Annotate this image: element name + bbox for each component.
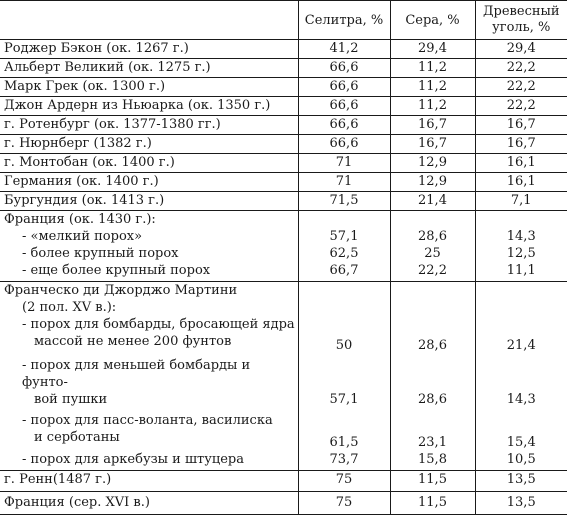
row-saltpeter: 66,6	[298, 59, 390, 78]
row-source: г. Монтобан (ок. 1400 г.)	[0, 154, 298, 173]
table-row	[0, 97, 567, 116]
row-charcoal: 22,2	[475, 78, 567, 97]
row-source-line1: - порох для бомбарды, бросающей ядра	[22, 317, 295, 332]
row-sulfur: 23,1	[390, 408, 475, 451]
row-source: Бургундия (ок. 1413 г.)	[0, 192, 298, 211]
row-source: Германия (ок. 1400 г.)	[0, 173, 298, 192]
row-charcoal: 22,2	[475, 59, 567, 78]
header-charcoal-line2: уголь, %	[492, 20, 551, 35]
row-source: - порох для аркебузы и штуцера	[22, 452, 245, 467]
row-source-line2: вой пушки	[34, 392, 108, 407]
row-charcoal: 29,4	[475, 40, 567, 59]
row-charcoal: 7,1	[475, 192, 567, 211]
row-saltpeter: 66,6	[298, 97, 390, 116]
row-source-line2: массой не менее 200 фунтов	[34, 334, 232, 349]
group-subtitle: (2 пол. XV в.):	[22, 300, 117, 315]
table-row	[0, 228, 567, 245]
row-saltpeter: 71	[298, 154, 390, 173]
row-sulfur: 16,7	[390, 116, 475, 135]
row-saltpeter: 66,6	[298, 116, 390, 135]
row-sulfur: 11,2	[390, 78, 475, 97]
row-saltpeter: 50	[298, 316, 390, 354]
row-source: Джон Ардерн из Ньюарка (ок. 1350 г.)	[0, 97, 298, 116]
row-charcoal: 16,1	[475, 154, 567, 173]
row-sulfur: 12,9	[390, 173, 475, 192]
table-row	[0, 59, 567, 78]
row-sulfur: 11,5	[390, 492, 475, 515]
row-sulfur: 11,5	[390, 471, 475, 492]
group-title-row	[0, 282, 567, 300]
row-saltpeter: 71	[298, 173, 390, 192]
row-charcoal: 15,4	[475, 408, 567, 451]
row-saltpeter: 66,6	[298, 78, 390, 97]
header-charcoal-line1: Древесный	[482, 4, 560, 19]
row-charcoal: 12,5	[475, 245, 567, 262]
table-row	[0, 78, 567, 97]
table-row	[0, 135, 567, 154]
group-title: Франческо ди Джорджо Мартини	[4, 283, 238, 298]
table-row	[0, 40, 567, 59]
group-title-row	[0, 211, 567, 229]
row-sulfur: 11,2	[390, 97, 475, 116]
table-row	[0, 492, 567, 515]
row-source-line1: - порох для пасс-воланта, василиска	[22, 413, 273, 428]
table-header-row	[0, 1, 567, 40]
row-source: - «мелкий порох»	[22, 229, 143, 244]
row-charcoal: 13,5	[475, 492, 567, 515]
row-sulfur: 29,4	[390, 40, 475, 59]
table-row	[0, 354, 567, 408]
row-sulfur: 11,2	[390, 59, 475, 78]
row-saltpeter: 75	[298, 492, 390, 515]
row-source: г. Ренн(1487 г.)	[0, 471, 298, 492]
table-row	[0, 408, 567, 451]
table-row	[0, 316, 567, 354]
row-saltpeter: 73,7	[298, 451, 390, 471]
row-saltpeter: 75	[298, 471, 390, 492]
header-charcoal	[475, 1, 567, 40]
row-charcoal: 22,2	[475, 97, 567, 116]
header-saltpeter: Селитра, %	[298, 1, 390, 40]
row-sulfur: 28,6	[390, 354, 475, 408]
row-charcoal: 16,7	[475, 116, 567, 135]
row-sulfur: 22,2	[390, 262, 475, 282]
row-sulfur: 28,6	[390, 316, 475, 354]
row-sulfur: 21,4	[390, 192, 475, 211]
table-row	[0, 173, 567, 192]
row-charcoal: 11,1	[475, 262, 567, 282]
row-sulfur: 16,7	[390, 135, 475, 154]
row-charcoal: 14,3	[475, 228, 567, 245]
row-saltpeter: 61,5	[298, 408, 390, 451]
table-row	[0, 116, 567, 135]
table-row	[0, 245, 567, 262]
header-sulfur: Сера, %	[390, 1, 475, 40]
row-source: Марк Грек (ок. 1300 г.)	[0, 78, 298, 97]
row-sulfur: 15,8	[390, 451, 475, 471]
row-saltpeter: 41,2	[298, 40, 390, 59]
row-charcoal: 13,5	[475, 471, 567, 492]
table-row	[0, 154, 567, 173]
row-saltpeter: 71,5	[298, 192, 390, 211]
row-sulfur: 25	[390, 245, 475, 262]
table-row	[0, 451, 567, 471]
table-row	[0, 262, 567, 282]
row-source-line2: и серботаны	[34, 430, 120, 445]
row-source: г. Нюрнберг (1382 г.)	[0, 135, 298, 154]
row-saltpeter: 66,6	[298, 135, 390, 154]
row-source: - еще более крупный порох	[22, 263, 211, 278]
group-title: Франция (ок. 1430 г.):	[4, 212, 156, 227]
row-sulfur: 12,9	[390, 154, 475, 173]
row-charcoal: 21,4	[475, 316, 567, 354]
row-source: - более крупный порох	[22, 246, 179, 261]
row-charcoal: 14,3	[475, 354, 567, 408]
row-source: г. Ротенбург (ок. 1377-1380 гг.)	[0, 116, 298, 135]
row-charcoal: 10,5	[475, 451, 567, 471]
row-saltpeter: 57,1	[298, 354, 390, 408]
row-source: Альберт Великий (ок. 1275 г.)	[0, 59, 298, 78]
row-saltpeter: 57,1	[298, 228, 390, 245]
row-source: Франция (сер. XVI в.)	[0, 492, 298, 515]
row-charcoal: 16,1	[475, 173, 567, 192]
row-saltpeter: 62,5	[298, 245, 390, 262]
group-subtitle-row	[0, 299, 567, 316]
row-charcoal: 16,7	[475, 135, 567, 154]
row-sulfur: 28,6	[390, 228, 475, 245]
row-source-line1: - порох для меньшей бомбарды и фунто-	[22, 358, 251, 390]
header-empty-cell	[0, 1, 298, 40]
row-source: Роджер Бэкон (ок. 1267 г.)	[0, 40, 298, 59]
table-row	[0, 192, 567, 211]
table-row	[0, 471, 567, 492]
row-saltpeter: 66,7	[298, 262, 390, 282]
